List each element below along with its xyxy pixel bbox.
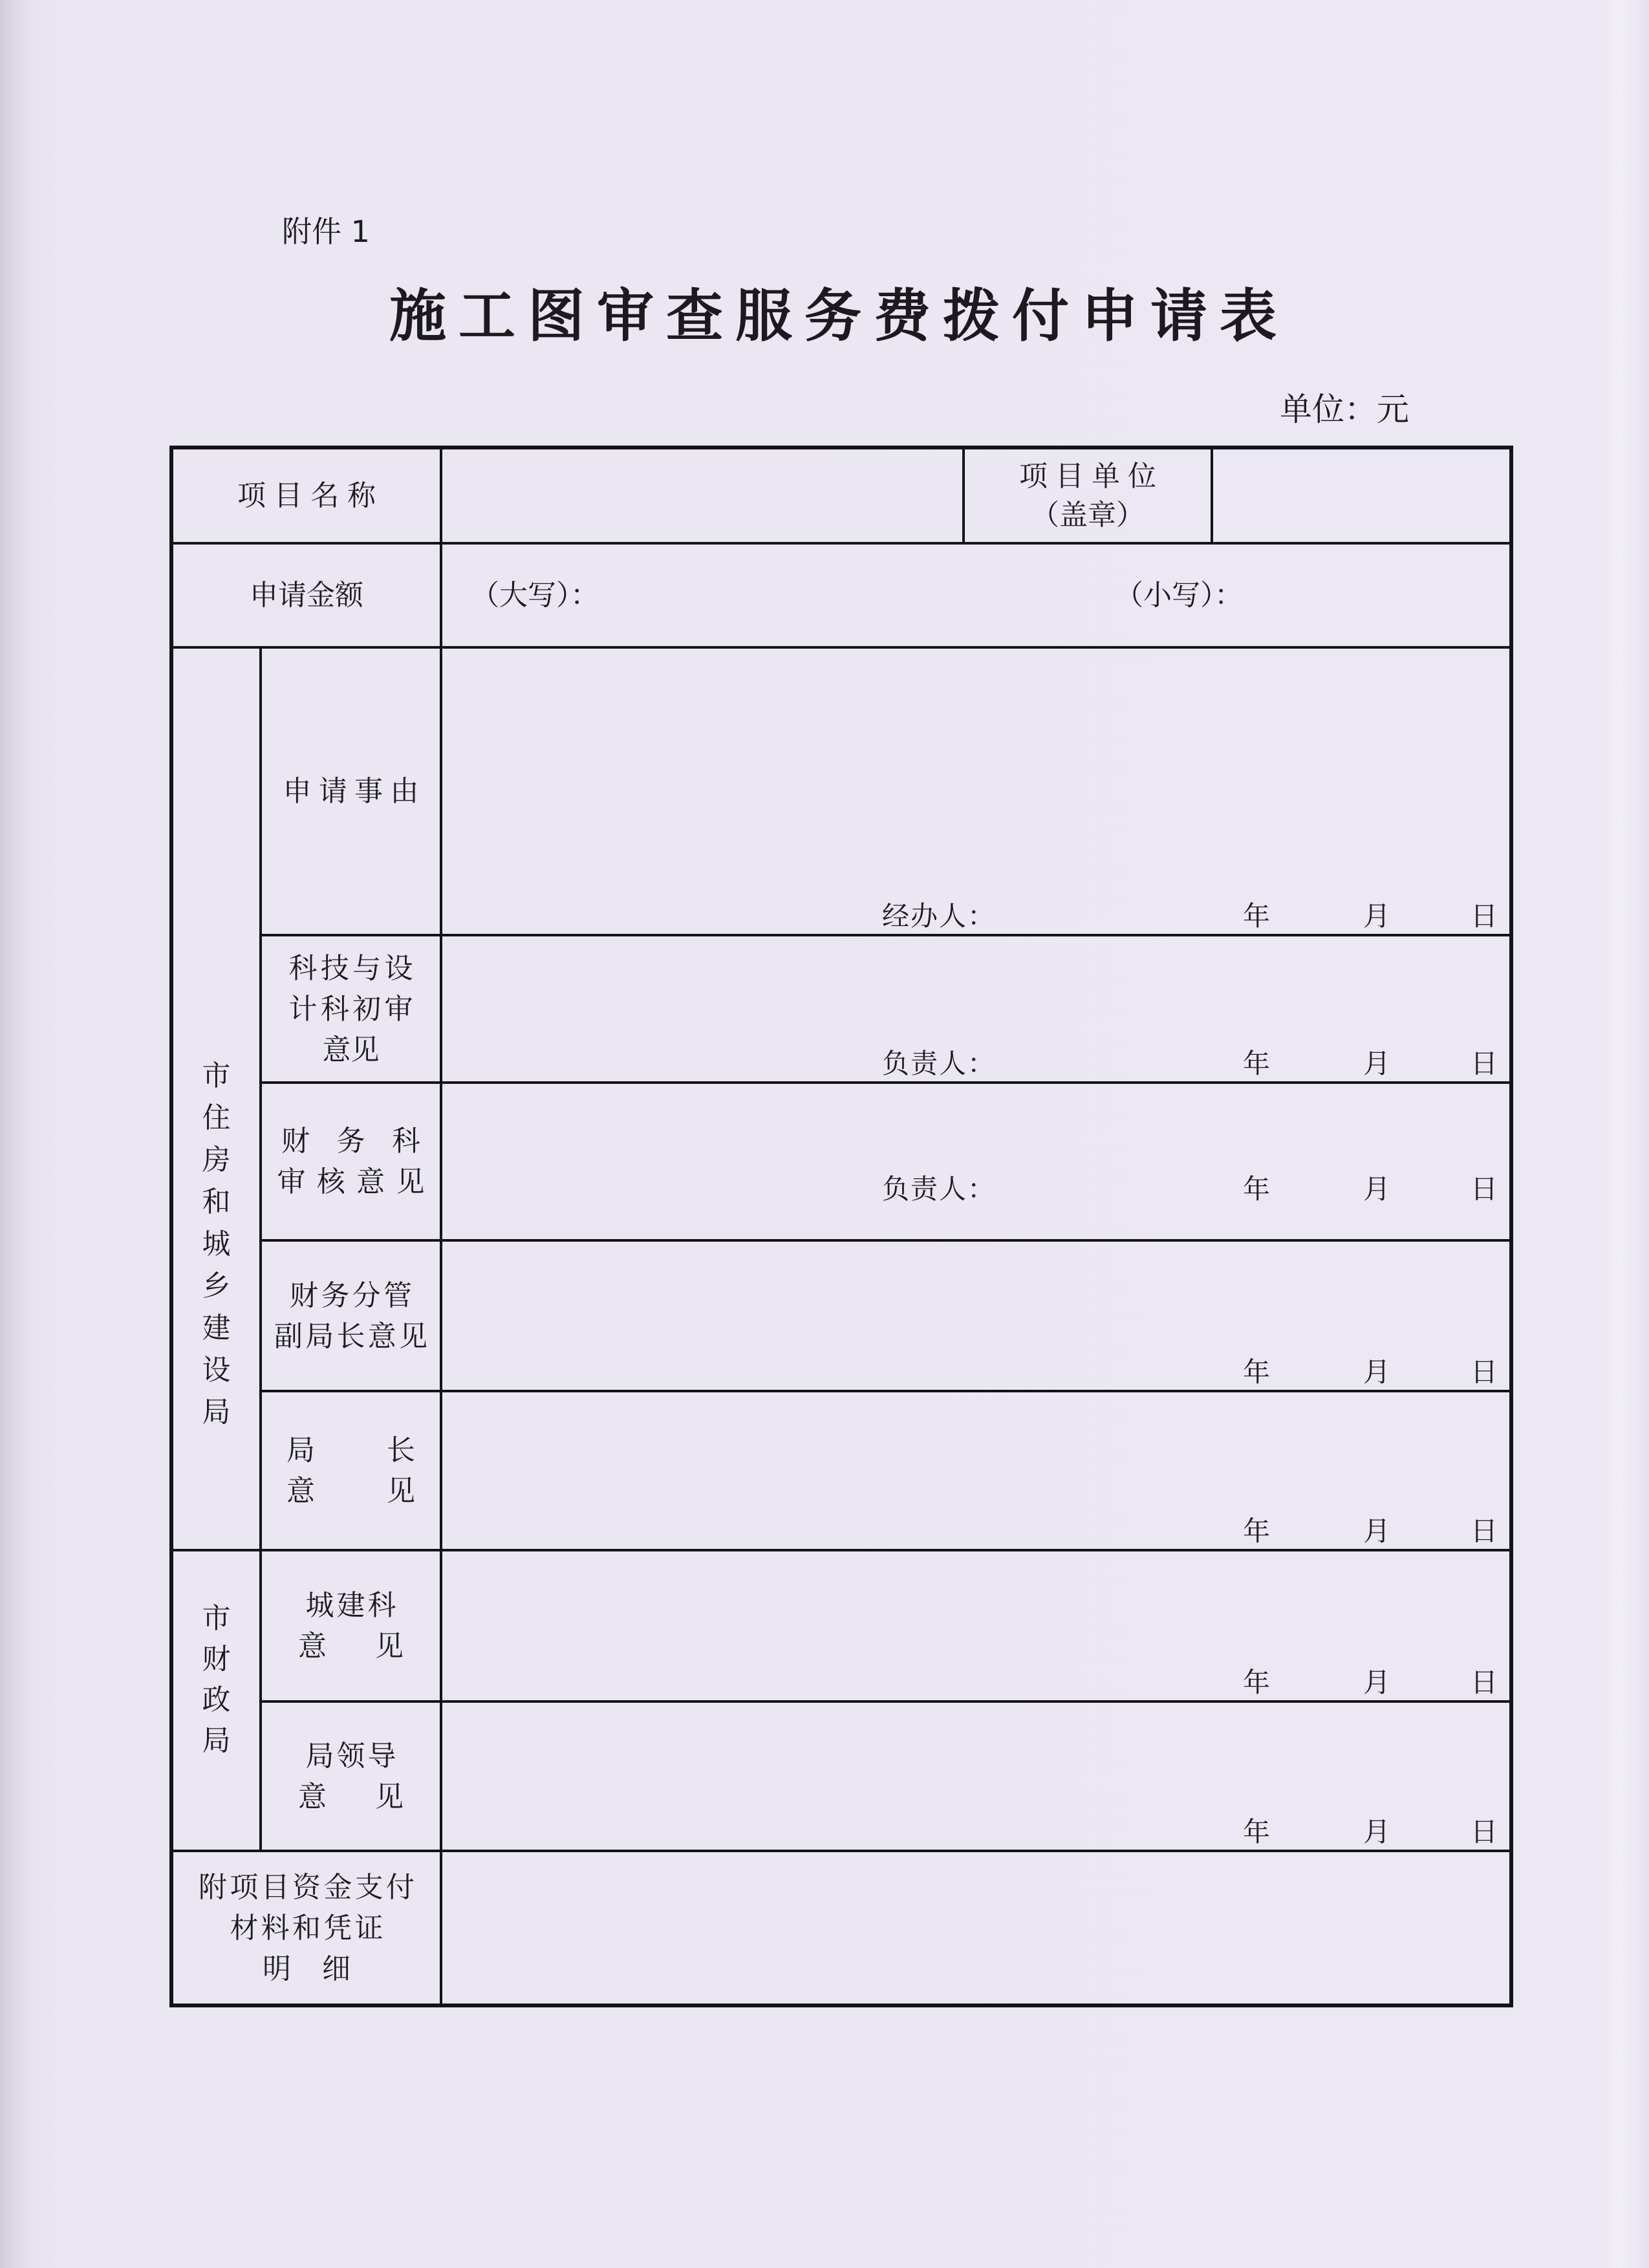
- date-year-label: 年: [1243, 1173, 1271, 1205]
- project-name-value-cell: [441, 448, 964, 543]
- responsible-person-label: 负责人：: [882, 1173, 997, 1205]
- urban-construction-opinion-label-line: 城建科: [305, 1589, 396, 1622]
- amount-value-cell: [441, 543, 1511, 647]
- row-deputy-director-opinion: [171, 1240, 1511, 1391]
- date-year-label: 年: [1243, 1515, 1271, 1547]
- date-day-label: 日: [1471, 1173, 1498, 1205]
- date-month-label: 月: [1363, 1356, 1391, 1388]
- urban-construction-opinion-content-cell: [441, 1550, 1511, 1701]
- amount-label: 申请金额: [250, 579, 363, 612]
- project-unit-stamp-note: （盖章）: [1031, 498, 1145, 532]
- row-application-reason: [171, 647, 1511, 935]
- project-name-label: 项目名称: [237, 479, 376, 512]
- amount-in-words-label: （大写）：: [471, 578, 599, 612]
- finance-section-review-label-line: 财务科: [281, 1125, 420, 1158]
- bureau-leader-opinion-label-line: 局领导: [305, 1739, 396, 1773]
- row-amount: [171, 543, 1511, 647]
- project-name-label-cell: [171, 448, 441, 543]
- deputy-director-opinion-label-line: 财务分管: [290, 1279, 412, 1312]
- director-opinion-label-line: 意见: [286, 1474, 415, 1507]
- finance-section-review-content-cell: [441, 1083, 1511, 1240]
- bureau-leader-opinion-label-cell: [261, 1701, 441, 1851]
- date-year-label: 年: [1243, 1048, 1271, 1079]
- row-project: [171, 448, 1511, 543]
- date-day-label: 日: [1471, 1515, 1498, 1547]
- row-director-opinion: [171, 1391, 1511, 1550]
- handler-label: 经办人：: [882, 900, 997, 932]
- finance-bureau-label: 市财政局: [202, 1602, 231, 1757]
- row-bureau-leader-opinion: [171, 1701, 1511, 1851]
- project-unit-label-cell: [964, 448, 1212, 543]
- amount-in-figures-label: （小写）：: [1115, 578, 1243, 612]
- design-section-review-label-line: 计科初审: [288, 992, 413, 1026]
- date-month-label: 月: [1363, 1667, 1391, 1698]
- date-day-label: 日: [1471, 900, 1498, 932]
- date-month-label: 月: [1363, 1173, 1391, 1205]
- housing-bureau-label: 市住房和城乡建设局: [202, 1059, 231, 1429]
- date-day-label: 日: [1471, 1356, 1498, 1388]
- deputy-director-opinion-label-cell: [261, 1240, 441, 1391]
- bureau-leader-opinion-label-line: 意见: [298, 1780, 404, 1813]
- design-section-review-content-cell: [441, 935, 1511, 1083]
- date-month-label: 月: [1363, 900, 1391, 932]
- row-finance-section-review: [171, 1083, 1511, 1240]
- date-year-label: 年: [1243, 1816, 1271, 1848]
- housing-bureau-cell: [171, 647, 261, 1550]
- date-month-label: 月: [1363, 1048, 1391, 1079]
- bureau-leader-opinion-content-cell: [441, 1701, 1511, 1851]
- date-year-label: 年: [1243, 1356, 1271, 1388]
- director-opinion-label-line: 局长: [286, 1434, 415, 1467]
- finance-bureau-cell: [171, 1550, 261, 1851]
- finance-section-review-label-line: 审核意见: [277, 1165, 425, 1198]
- disbursement-application-table: [169, 446, 1513, 2007]
- deputy-director-opinion-label-line: 副局长意见: [274, 1319, 427, 1353]
- application-reason-label-cell: [261, 647, 441, 935]
- director-opinion-label-cell: [261, 1391, 441, 1550]
- date-month-label: 月: [1363, 1515, 1391, 1547]
- date-day-label: 日: [1471, 1667, 1498, 1698]
- project-unit-label: 项目单位: [1019, 459, 1156, 493]
- responsible-person-label: 负责人：: [882, 1048, 997, 1079]
- attachments-label-line: 明细: [263, 1952, 350, 1985]
- row-urban-construction-opinion: [171, 1550, 1511, 1701]
- application-reason-label: 申请事由: [283, 775, 419, 808]
- design-section-review-label-line: 意见: [322, 1033, 380, 1066]
- date-year-label: 年: [1243, 1667, 1271, 1698]
- amount-label-cell: [171, 543, 441, 647]
- director-opinion-content-cell: [441, 1391, 1511, 1550]
- date-day-label: 日: [1471, 1048, 1498, 1079]
- application-reason-content-cell: [441, 647, 1511, 935]
- row-design-section-review: [171, 935, 1511, 1083]
- date-month-label: 月: [1363, 1816, 1391, 1848]
- finance-section-review-label-cell: [261, 1083, 441, 1240]
- design-section-review-label-line: 科技与设: [288, 951, 413, 985]
- deputy-director-opinion-content-cell: [441, 1240, 1511, 1391]
- attachments-label-line: 附项目资金支付: [199, 1870, 415, 1904]
- urban-construction-opinion-label-cell: [261, 1550, 441, 1701]
- attachments-content-cell: [441, 1851, 1511, 2005]
- date-year-label: 年: [1243, 900, 1271, 932]
- design-section-review-label-cell: [261, 935, 441, 1083]
- form-title: 施工图审查服务费拨付申请表: [389, 282, 1289, 349]
- urban-construction-opinion-label-line: 意见: [298, 1630, 404, 1663]
- attachments-label-line: 材料和凭证: [230, 1911, 383, 1945]
- attachments-label-cell: [171, 1851, 441, 2005]
- date-day-label: 日: [1471, 1816, 1498, 1848]
- row-attachments: [171, 1851, 1511, 2005]
- attachment-number: 附件 1: [282, 214, 370, 249]
- project-unit-value-cell: [1212, 448, 1511, 543]
- currency-unit: 单位：元: [1280, 391, 1409, 428]
